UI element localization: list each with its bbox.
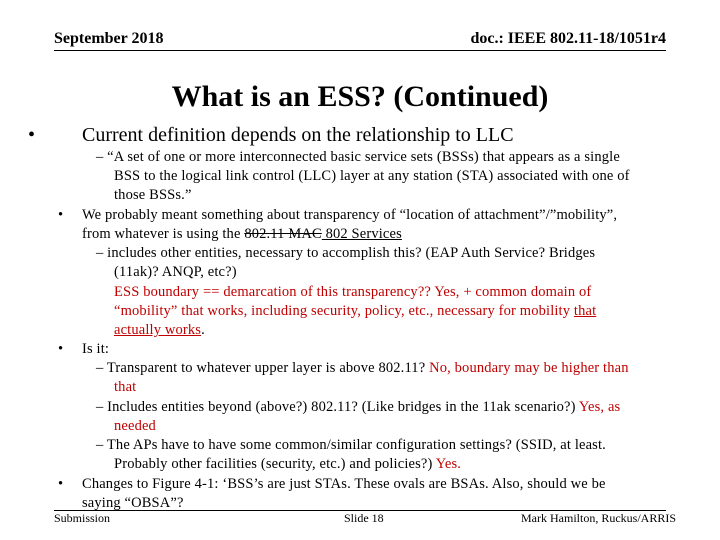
header-doc-id: doc.: IEEE 802.11-18/1051r4 — [470, 30, 666, 47]
bullet-dot: • — [28, 124, 36, 146]
aps-answer: Yes. — [435, 456, 462, 472]
aps-line-1: – The APs have to have some common/similar configuration settings? (SSID, at least. — [96, 437, 606, 453]
inserted-actually-works: actually works — [114, 322, 202, 338]
bullet-dot: • — [58, 476, 64, 492]
ess-boundary-line-1: ESS boundary == demarcation of this transparency?? Yes, + common domain of — [114, 284, 592, 300]
bullet-dot: • — [58, 341, 64, 357]
bullet-dot: • — [58, 207, 64, 223]
includes-line-1: – includes other entities, necessary to accomplish this? (EAP Auth Service? Bridges — [96, 245, 596, 261]
includes-line-2: (11ak)? ANQP, etc?) — [114, 264, 237, 280]
bullet-4-line-2: saying “OBSA”? — [82, 495, 184, 511]
bullet-2-line-2-prefix: from whatever is using the — [82, 226, 245, 242]
bullet-4-line-1: Changes to Figure 4-1: ‘BSS’s are just STAs. These ovals are BSAs. Also, should we be — [82, 476, 606, 492]
bullet-2-line-2 — [82, 226, 402, 243]
ess-boundary-line-2-text: “mobility” that works, including security, policy, etc., necessary for mobility — [114, 303, 574, 319]
entities-line-2: needed — [114, 418, 156, 434]
bullet-2-line-1: We probably meant something about transparency of “location of attachment”/”mobility”, — [82, 207, 618, 223]
transparent-line-2: that — [114, 379, 137, 395]
footer-submission: Submission — [54, 511, 111, 525]
period: . — [201, 322, 205, 338]
aps-line-2-text: Probably other facilities (security, etc.) and policies?) — [114, 456, 436, 472]
ess-boundary-line-2 — [114, 303, 596, 320]
definition-line-3: those BSSs.” — [114, 187, 192, 203]
slide-title: What is an ESS? (Continued) — [171, 80, 549, 113]
aps-line-2 — [114, 456, 461, 473]
footer-slide-number: Slide 18 — [344, 511, 384, 525]
entities-line-1 — [96, 399, 620, 416]
inserted-802-services: 802 Services — [321, 226, 402, 242]
definition-line-2: BSS to the logical link control (LLC) layer at any station (STA) associated with one of — [114, 168, 630, 184]
transparent-question: – Transparent to whatever upper layer is above 802.11? — [96, 360, 430, 376]
transparent-answer: No, boundary may be higher than — [429, 360, 629, 376]
struck-802-11-mac: 802.11 MAC — [244, 226, 322, 242]
footer-author: Mark Hamilton, Ruckus/ARRIS — [521, 511, 676, 525]
ess-boundary-line-3 — [114, 322, 205, 339]
entities-question: – Includes entities beyond (above?) 802.11? (Like bridges in the 11ak scenario?) — [96, 399, 579, 415]
definition-line-1: – “A set of one or more interconnected basic service sets (BSSs) that appears as a single — [96, 149, 620, 165]
header-date: September 2018 — [54, 30, 164, 47]
header-rule — [54, 50, 666, 51]
bullet-1-text: Current definition depends on the relationship to LLC — [82, 124, 514, 146]
bullet-3-text: Is it: — [82, 341, 110, 357]
entities-answer: Yes, as — [578, 399, 621, 415]
transparent-line-1 — [96, 360, 629, 377]
inserted-that: that — [573, 303, 597, 319]
